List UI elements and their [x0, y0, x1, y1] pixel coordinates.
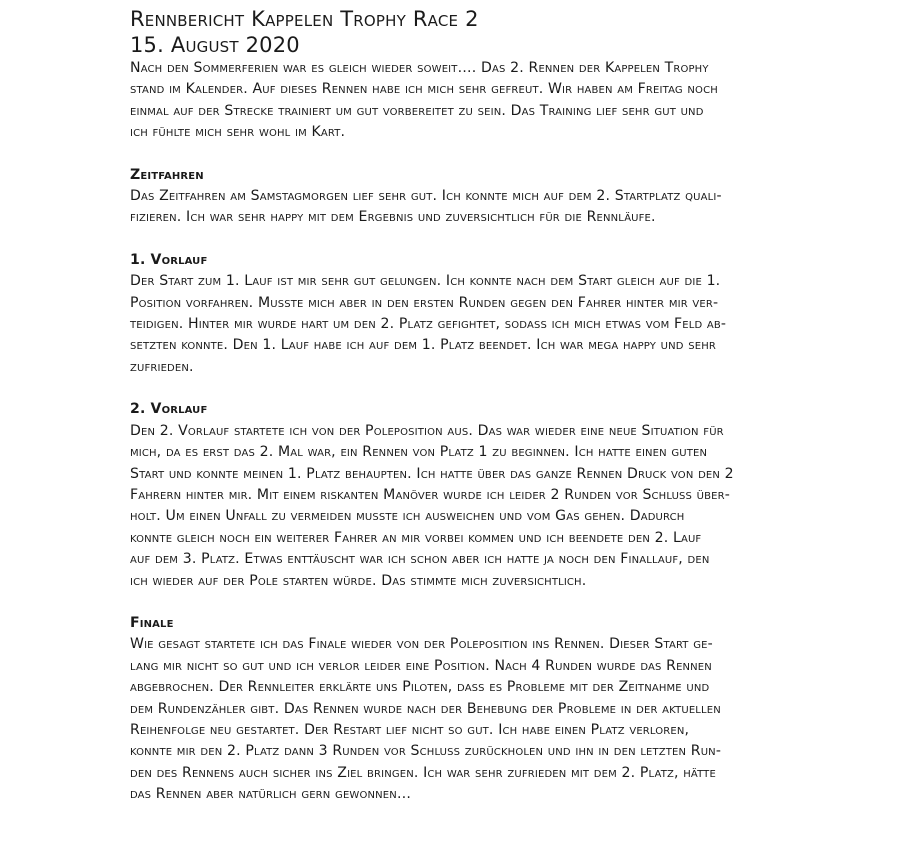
section-vorlauf-1 — [130, 250, 830, 378]
section-zeitfahren — [130, 165, 830, 229]
section-finale — [130, 613, 830, 806]
paragraph-line: Der Start zum 1. Lauf ist mir sehr gut gelungen. Ich konnte nach dem Start gleich auf die 1. — [130, 273, 721, 290]
paragraph-line: fizieren. Ich war sehr happy mit dem Ergebnis und zuversichtlich für die Rennläufe. — [130, 209, 656, 226]
paragraph-line: den des Rennens auch sicher ins Ziel bringen. Ich war sehr zufrieden mit dem 2. Platz, hätte — [130, 764, 716, 781]
paragraph-line: auf dem 3. Platz. Etwas enttäuscht war ich schon aber ich hatte ja noch den Finallauf, den — [130, 551, 710, 568]
document-title — [130, 0, 830, 58]
paragraph-line: zufrieden. — [130, 358, 194, 375]
title-line-1: Rennbericht Kappelen Trophy Race 2 — [130, 7, 479, 31]
paragraph-line: Reihenfolge neu gestartet. Der Restart lief nicht so gut. Ich habe einen Platz verloren, — [130, 721, 690, 738]
intro-line: stand im Kalender. Auf dieses Rennen habe ich mich sehr gefreut. Wir haben am Freitag noch — [130, 81, 718, 98]
paragraph-line: holt. Um einen Unfall zu vermeiden musste ich ausweichen und vom Gas gehen. Dadurch — [130, 508, 685, 525]
section-heading: 2. Vorlauf — [130, 401, 208, 418]
paragraph-line: Position vorfahren. Musste mich aber in den ersten Runden gegen den Fahrer hinter mir ver- — [130, 294, 719, 311]
paragraph-line: Das Zeitfahren am Samstagmorgen lief sehr gut. Ich konnte mich auf dem 2. Startplatz quali- — [130, 188, 722, 205]
paragraph-line: Wie gesagt startete ich das Finale wieder von der Poleposition ins Rennen. Dieser Start ge- — [130, 636, 713, 653]
intro-line: ich fühlte mich sehr wohl im Kart. — [130, 124, 346, 141]
intro-line: Nach den Sommerferien war es gleich wieder soweit…. Das 2. Rennen der Kappelen Trophy — [130, 60, 709, 76]
title-line-2: 15. August 2020 — [130, 33, 300, 57]
section-heading: Finale — [130, 614, 174, 631]
paragraph-line: dem Rundenzähler gibt. Das Rennen wurde nach der Behebung der Probleme in der aktuellen — [130, 700, 721, 717]
section-heading: Zeitfahren — [130, 166, 204, 183]
paragraph-line: teidigen. Hinter mir wurde hart um den 2. Platz gefightet, sodass ich mich etwas vom Feld ab- — [130, 316, 727, 333]
section-paragraph — [130, 271, 830, 378]
paragraph-line: abgebrochen. Der Rennleiter erklärte uns Piloten, dass es Probleme mit der Zeitnahme und — [130, 679, 710, 696]
paragraph-line: Start und konnte meinen 1. Platz behaupten. Ich hatte über das ganze Rennen Druck von den 2 — [130, 465, 734, 482]
section-paragraph — [130, 634, 830, 805]
paragraph-line: mich, da es erst das 2. Mal war, ein Rennen von Platz 1 zu beginnen. Ich hatte einen guten — [130, 444, 708, 461]
intro-paragraph — [130, 58, 830, 144]
section-paragraph — [130, 186, 830, 229]
paragraph-line: ich wieder auf der Pole starten würde. Das stimmte mich zuversichtlich. — [130, 572, 587, 589]
paragraph-line: konnte gleich noch ein weiterer Fahrer an mir vorbei kommen und ich beendete den 2. Lauf — [130, 529, 702, 546]
paragraph-line: lang mir nicht so gut und ich verlor leider eine Position. Nach 4 Runden wurde das Rennen — [130, 657, 712, 674]
paragraph-line: setzten konnte. Den 1. Lauf habe ich auf dem 1. Platz beendet. Ich war mega happy und sehr — [130, 337, 716, 354]
paragraph-line: Den 2. Vorlauf startete ich von der Poleposition aus. Das war wieder eine neue Situation für — [130, 422, 724, 439]
intro-line: einmal auf der Strecke trainiert um gut vorbereitet zu sein. Das Training lief sehr gut und — [130, 102, 704, 119]
paragraph-line: Fahrern hinter mir. Mit einem riskanten Manöver wurde ich leider 2 Runden vor Schluss über- — [130, 486, 730, 503]
section-vorlauf-2 — [130, 399, 830, 592]
paragraph-line: konnte mir den 2. Platz dann 3 Runden vor Schluss zurückholen und ihn in den letzten Run- — [130, 743, 722, 760]
document-page — [130, 0, 830, 806]
paragraph-line: das Rennen aber natürlich gern gewonnen… — [130, 786, 412, 803]
section-heading: 1. Vorlauf — [130, 251, 208, 268]
section-paragraph — [130, 421, 830, 592]
